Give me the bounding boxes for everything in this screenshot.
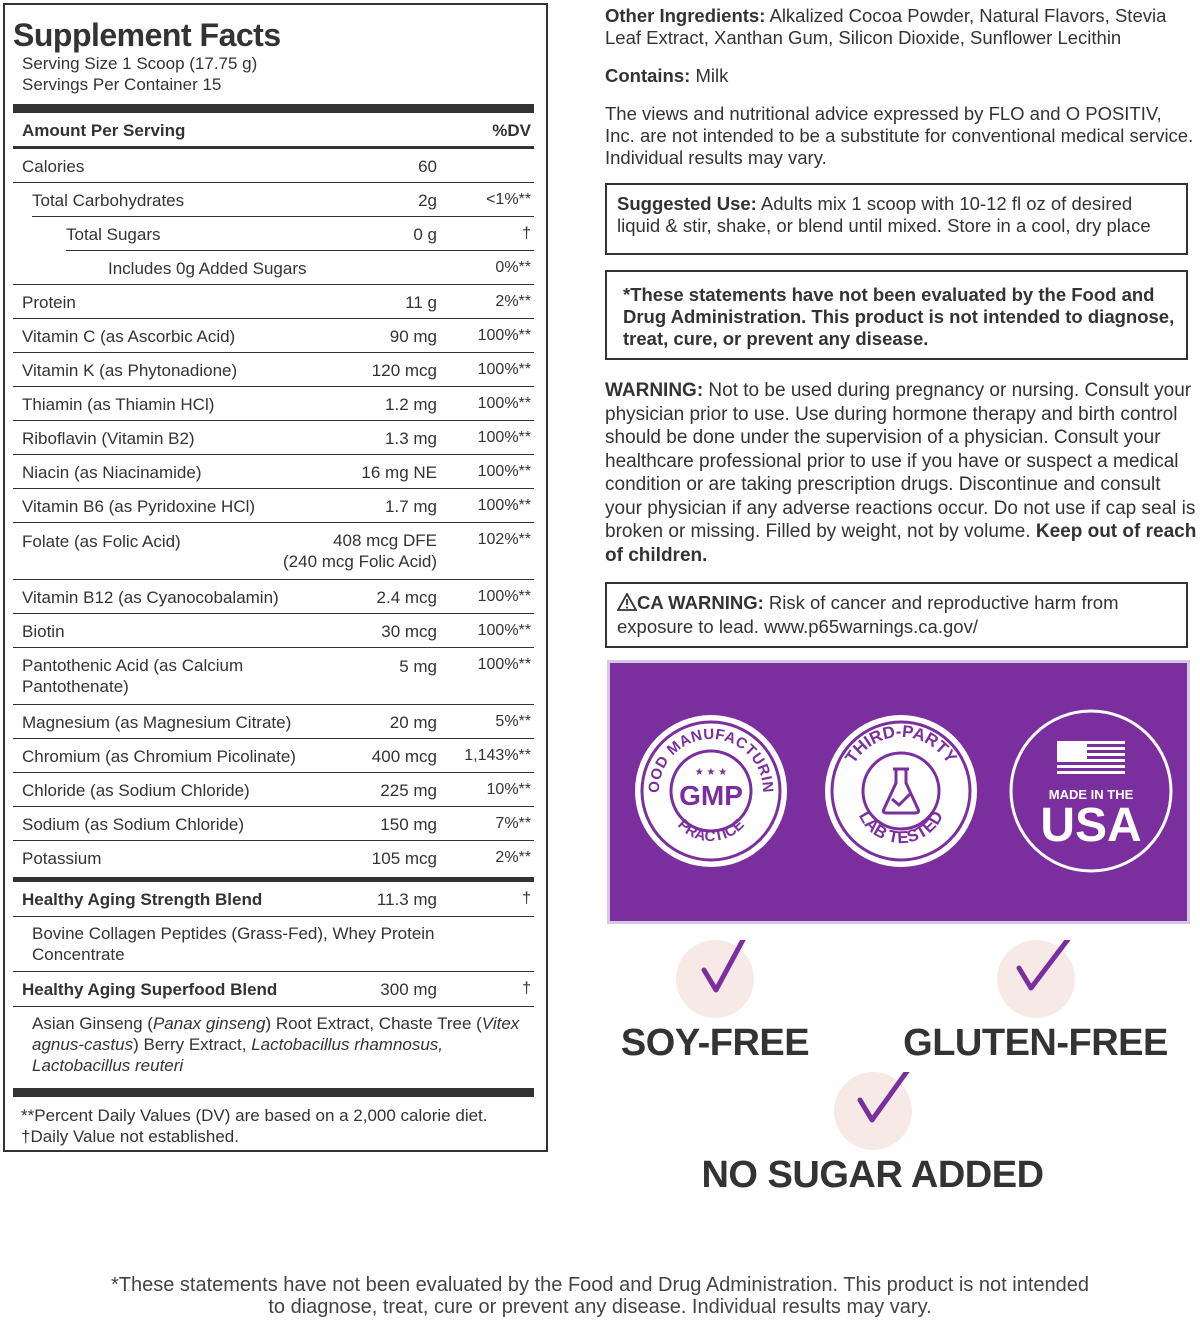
facts-header-row (13, 113, 534, 146)
warning-keep-away: Keep out of reach of children. (605, 521, 1197, 566)
blend-dv: † (522, 980, 531, 997)
blend-latin-name: Panax ginseng (152, 1014, 266, 1033)
nutrient-row (13, 217, 534, 250)
nutrient-dv: <1%** (486, 191, 531, 208)
ca-warning (617, 592, 1176, 638)
nutrient-amount: 20 mg (389, 713, 437, 732)
nutrient-amount: 90 mg (389, 327, 437, 346)
facts-footnotes (13, 1097, 534, 1147)
nutrient-name: Potassium (22, 849, 102, 868)
nutrient-row (13, 841, 534, 874)
nutrient-amount: 105 mcg (371, 849, 437, 868)
nutrient-name: Riboflavin (Vitamin B2) (22, 429, 195, 448)
facts-title: Supplement Facts (13, 17, 281, 53)
nutrient-row (13, 523, 534, 579)
stars-icon: ★ ★ ★ (694, 767, 728, 778)
lab-bottom-text: LAB TESTED (855, 807, 948, 848)
nutrient-dv: 7%** (495, 815, 531, 832)
serving-size: Serving Size 1 Scoop (17.75 g) (22, 54, 258, 73)
nutrient-name: Biotin (22, 622, 65, 641)
blend-amount: 11.3 mg (376, 890, 437, 909)
nutrient-amount: 225 mg (380, 781, 437, 800)
blend-ingredients (13, 1007, 534, 1082)
blend-dv: † (522, 890, 531, 907)
nutrient-name: Total Sugars (66, 225, 161, 244)
nutrient-name: Protein (22, 293, 76, 312)
nutrient-dv: 2%** (495, 849, 531, 866)
nutrient-amount: 60 (418, 157, 437, 176)
suggested-use (617, 193, 1176, 237)
footnote-dv: **Percent Daily Values (DV) are based on a 2,000 calorie diet. (21, 1106, 488, 1125)
nutrient-row (13, 319, 534, 352)
nutrient-amount-line1: 408 mcg DFE (333, 531, 437, 550)
blend-text: ) Root Extract, Chaste Tree ( (265, 1014, 482, 1033)
nutrient-name: Folate (as Folic Acid) (22, 532, 181, 551)
nutrient-amount: 2.4 mcg (376, 588, 437, 607)
nutrient-dv: 100%** (477, 429, 531, 446)
blend-text: ) Berry Extract, (133, 1035, 252, 1054)
nutrient-amount: 120 mcg (371, 361, 437, 380)
nutrient-dv: 5%** (495, 713, 531, 730)
contains (605, 65, 728, 87)
nutrient-row (13, 739, 534, 772)
nutrient-amount: 150 mg (380, 815, 437, 834)
ca-warning-box (605, 582, 1188, 648)
nutrient-row (13, 648, 534, 704)
nutrient-amount-line2: (240 mcg Folic Acid) (283, 552, 437, 571)
nutrient-amount: 11 g (405, 293, 437, 312)
nutrient-row (13, 807, 534, 840)
nutrient-amount: 30 mcg (381, 622, 437, 641)
blend-latin-name: Lactobacillus rhamnosus, Lactobacillus reuteri (32, 1035, 444, 1075)
nutrient-dv: 2%** (495, 293, 531, 310)
gmp-badge (631, 711, 791, 871)
nutrient-dv: 100%** (477, 497, 531, 514)
nutrient-row (13, 251, 534, 284)
blend-text: Asian Ginseng ( (32, 1014, 153, 1033)
nutrient-name: Niacin (as Niacinamide) (22, 463, 202, 482)
lab-tested-badge (821, 711, 981, 871)
views-disclaimer: The views and nutritional advice expressed by FLO and O POSITIV, Inc. are not intended to be a substitute for conventional medical service. Individual results may vary. (605, 103, 1194, 168)
nutrient-name: Thiamin (as Thiamin HCl) (22, 395, 215, 414)
nutrient-name: Chromium (as Chromium Picolinate) (22, 747, 296, 766)
suggested-use-label: Suggested Use: (617, 193, 757, 214)
nutrient-row (13, 353, 534, 386)
nutrient-row (13, 387, 534, 420)
nutrient-row (13, 183, 534, 216)
nutrient-amount: 1.3 mg (385, 429, 437, 448)
gluten-free-feature (893, 940, 1178, 1065)
nutrient-name: Vitamin B6 (as Pyridoxine HCl) (22, 497, 256, 516)
dv-header: %DV (492, 121, 531, 140)
nutrient-row (13, 614, 534, 647)
blend-latin-name: Vitex agnus-castus (32, 1014, 520, 1054)
nutrient-name: Calories (22, 157, 85, 176)
thick-divider (13, 1088, 534, 1097)
nutrient-name: Includes 0g Added Sugars (108, 259, 307, 278)
soy-free-feature (615, 940, 815, 1065)
feature-label: NO SUGAR ADDED (701, 1154, 1044, 1196)
nutrient-name: Vitamin K (as Phytonadione) (22, 361, 238, 380)
fda-statement-box (605, 270, 1188, 360)
thick-divider (13, 104, 534, 113)
blend-name: Healthy Aging Strength Blend (22, 890, 263, 909)
nutrient-name: Vitamin B12 (as Cyanocobalamin) (22, 588, 279, 607)
certification-badges-banner (607, 660, 1190, 924)
blend-amount: 300 mg (380, 980, 437, 999)
feature-label: SOY-FREE (620, 1022, 810, 1064)
warning-text (605, 379, 1200, 567)
nutrient-dv: 100%** (477, 361, 531, 378)
nutrient-name: Chloride (as Sodium Chloride) (22, 781, 250, 800)
check-icon (834, 1072, 912, 1150)
nutrient-amount: 5 mg (399, 657, 437, 676)
nutrient-dv: 0%** (495, 259, 531, 276)
lab-top-text: THIRD-PARTY (841, 721, 961, 767)
nutrient-row (13, 421, 534, 454)
nutrient-dv: 102%** (477, 531, 531, 548)
blend-row (13, 882, 534, 916)
fda-statement: *These statements have not been evaluated by the Food and Drug Administration. This product is not intended to diagnose, treat, cure, or prevent any disease. (623, 284, 1175, 349)
no-sugar-feature (680, 1072, 1065, 1197)
nutrient-amount: 16 mg NE (361, 463, 437, 482)
bottom-disclaimer: *These statements have not been evaluated by the Food and Drug Administration. This product is not intended to diagnose, treat, cure or prevent any disease. Individual results may vary. (110, 1274, 1090, 1318)
blend-name: Healthy Aging Superfood Blend (22, 980, 278, 999)
nutrient-name-line1: Pantothenic Acid (as Calcium (22, 656, 244, 675)
gmp-center-text: GMP (679, 780, 743, 811)
nutrient-amount: 400 mcg (371, 747, 437, 766)
nutrient-name: Total Carbohydrates (32, 191, 185, 210)
us-flag-icon (1057, 741, 1125, 777)
nutrient-row (13, 705, 534, 738)
check-icon (997, 940, 1075, 1018)
supplement-facts-panel (3, 3, 548, 1152)
nutrient-amount (283, 530, 437, 572)
other-ingredients-text: Alkalized Cocoa Powder, Natural Flavors, Stevia Leaf Extract, Xanthan Gum, Silicon Dioxide, Sunflower Lecithin (605, 5, 1167, 48)
other-ingredients (605, 5, 1197, 49)
nutrient-name: Sodium (as Sodium Chloride) (22, 815, 245, 834)
warning-body: Not to be used during pregnancy or nursing. Consult your physician prior to use. Use during hormone therapy and birth control should be done under the supervision of a physician. Consult your healthcare professional prior to use if you have or suspect a medical condition or are taking prescription drugs. Discontinue and consult your physician if any adverse reactions occur. Do not use if cap seal is broken or missing. Filled by weight, not by volume. (605, 380, 1196, 542)
nutrient-row (13, 455, 534, 488)
feature-label: GLUTEN-FREE (903, 1022, 1168, 1064)
nutrient-row (13, 580, 534, 613)
made-in-usa-badge (1003, 703, 1179, 879)
nutrient-amount: 1.7 mg (385, 497, 437, 516)
amount-per-serving-header: Amount Per Serving (22, 121, 186, 140)
warning-triangle-icon (617, 593, 637, 616)
contains-text: Milk (690, 65, 729, 86)
nutrient-name-line2: Pantothenate) (22, 677, 129, 696)
usa-text: USA (1040, 799, 1142, 852)
contains-label: Contains: (605, 65, 691, 86)
nutrient-amount: 2g (418, 191, 437, 210)
nutrient-row (13, 773, 534, 806)
nutrient-dv: 100%** (477, 395, 531, 412)
nutrient-row (13, 285, 534, 318)
suggested-use-box (605, 183, 1188, 255)
nutrient-amount: 0 g (413, 225, 437, 244)
nutrient-dv: 100%** (477, 588, 531, 605)
suggested-use-text: Adults mix 1 scoop with 10-12 fl oz of desired liquid & stir, shake, or blend until mixed. Store in a cool, dry place (617, 193, 1151, 236)
nutrient-dv: 1,143%** (464, 747, 531, 764)
nutrient-dv: 100%** (477, 327, 531, 344)
gmp-top-text: OOD MANUFACTURIN (645, 725, 777, 794)
warning-label: WARNING: (605, 380, 704, 401)
nutrient-dv: 100%** (477, 463, 531, 480)
footnote-dagger: †Daily Value not established. (21, 1127, 239, 1146)
servings-per-container: Servings Per Container 15 (22, 75, 222, 94)
nutrient-dv: † (522, 225, 531, 242)
made-in-text: MADE IN THE (1048, 787, 1134, 802)
nutrient-row (13, 149, 534, 182)
ca-warning-text: Risk of cancer and reproductive harm from exposure to lead. www.p65warnings.ca.gov/ (617, 592, 1119, 637)
nutrient-dv: 10%** (486, 781, 531, 798)
blend-ingredients: Bovine Collagen Peptides (Grass-Fed), Whey Protein Concentrate (32, 924, 435, 964)
nutrient-amount: 1.2 mg (385, 395, 437, 414)
nutrient-name: Vitamin C (as Ascorbic Acid) (22, 327, 236, 346)
nutrient-name (22, 655, 243, 697)
gmp-bottom-text: PRACTICE (674, 816, 748, 846)
blend-row (13, 972, 534, 1006)
nutrient-name: Magnesium (as Magnesium Citrate) (22, 713, 292, 732)
ca-warning-label: CA WARNING: (637, 592, 764, 613)
nutrient-row (13, 489, 534, 522)
nutrient-dv: 100%** (477, 622, 531, 639)
nutrient-dv: 100%** (477, 656, 531, 673)
other-ingredients-label: Other Ingredients: (605, 5, 766, 26)
check-icon (676, 940, 754, 1018)
